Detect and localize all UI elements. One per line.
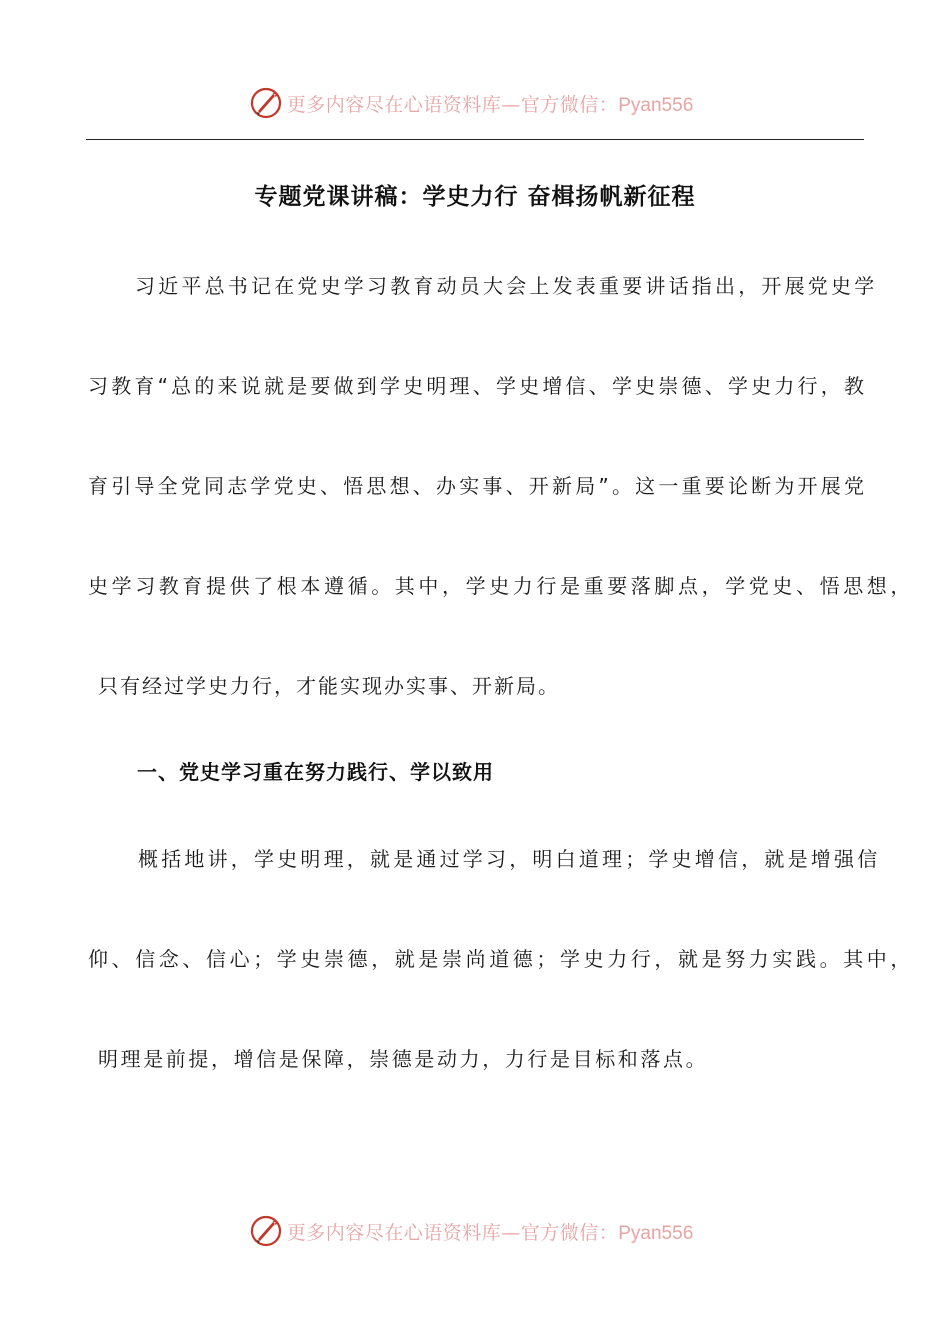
header-divider <box>86 139 864 140</box>
paragraph-1-line-5: 只有经过学史力行，才能实现办实事、开新局。 <box>98 674 560 698</box>
quill-logo-icon <box>249 1214 283 1248</box>
header-watermark <box>0 83 950 123</box>
paragraph-1-line-2: 习教育“总的来说就是要做到学史明理、学史增信、学史崇德、学史力行，教 <box>88 374 868 398</box>
paragraph-2-line-1: 概括地讲，学史明理，就是通过学习，明白道理；学史增信，就是增强信 <box>138 847 881 871</box>
paragraph-2-line-3: 明理是前提，增信是保障，崇德是动力，力行是目标和落点。 <box>98 1047 709 1071</box>
paragraph-1-line-1: 习近平总书记在党史学习教育动员大会上发表重要讲话指出，开展党史学 <box>135 274 878 298</box>
watermark-wechat-id: Pyan556 <box>618 1222 694 1244</box>
watermark-text: 更多内容尽在心语资料库—官方微信：Pyan556 <box>286 93 694 116</box>
section-1-heading: 一、党史学习重在努力践行、学以致用 <box>137 760 494 784</box>
paragraph-1-line-3: 育引导全党同志学党史、悟思想、办实事、开新局”。这一重要论断为开展党 <box>88 474 868 498</box>
quill-logo-icon <box>249 86 283 120</box>
paragraph-2-line-2: 仰、信念、信心；学史崇德，就是崇尚道德；学史力行，就是努力实践。其中， <box>88 947 914 971</box>
watermark-text: 更多内容尽在心语资料库—官方微信：Pyan556 <box>286 1221 694 1244</box>
paragraph-1-line-4: 史学习教育提供了根本遵循。其中，学史力行是重要落脚点，学党史、悟思想， <box>88 574 914 598</box>
watermark-wechat-id: Pyan556 <box>618 94 694 116</box>
footer-watermark <box>0 1211 950 1251</box>
document-title: 专题党课讲稿：学史力行 奋楫扬帆新征程 <box>254 184 696 210</box>
